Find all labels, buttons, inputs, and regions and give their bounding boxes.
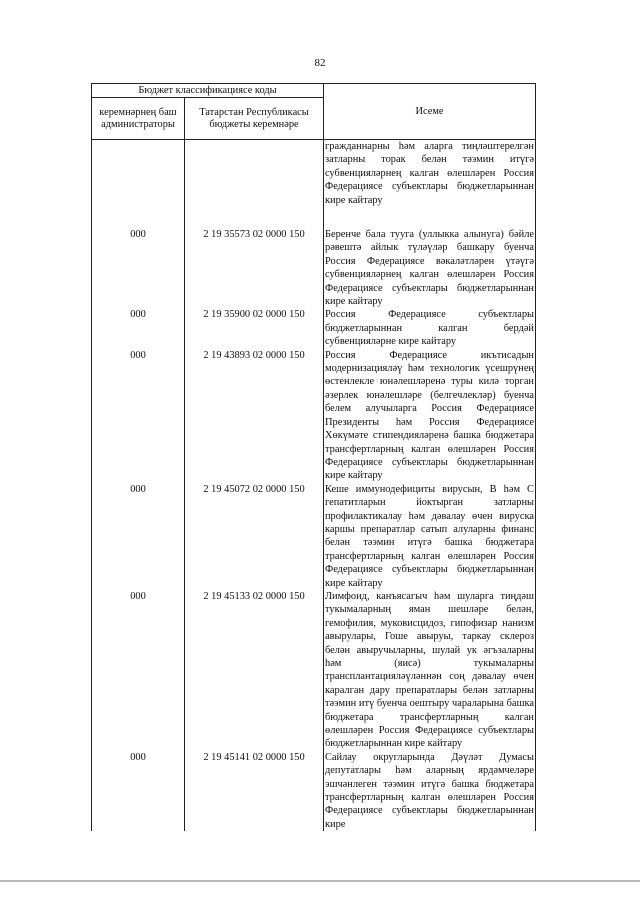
revenue-name-cell: Беренче бала тууга (уллыкка алынуга) бәйле рәвештә айлык түләүләр башкару буенча Россия Федерациясе вәкаләтләрен үтәүгә субвенцияләрнең калган өлешләрен Россия Федерациясе субъектлары бюджетларыннан кире кайтару (325, 229, 534, 308)
revenue-code-cell: 2 19 45072 02 0000 150 (185, 483, 324, 590)
table-row (92, 308, 536, 348)
table-row (92, 483, 536, 590)
revenue-code-cell: 2 19 45133 02 0000 150 (185, 590, 324, 751)
table-row (92, 590, 536, 751)
revenue-name-cell: Россия Федерациясе субъектлары бюджетларыннан калган бердәй субвенцияләрне кире кайтару (325, 309, 534, 348)
admin-code-cell: 000 (92, 308, 185, 348)
revenue-name-cell: Россия Федерациясе икътисадын модернизацияләү һәм технологик үсешрүнең өстенлекле юнәлешләренә туры килә торган әзерлек юнәлешләре (белгечлекләр) буенча белем алучыларга Россия Федерациясе Президенты һәм Россия Федерациясе Хөкүмәте стипендияләренә башка бюджетара трансфертларның калган өлешләрен Россия Федерациясе субъектлары бюджетларыннан кире кайтару (325, 349, 534, 482)
header-code: Татарстан Республикасы бюджеты керемнәре (185, 98, 324, 140)
revenue-code-cell: 2 19 35573 02 0000 150 (185, 228, 324, 308)
revenue-code-cell: 2 19 43893 02 0000 150 (185, 349, 324, 483)
header-admin: керемнәрнең баш администраторы (92, 98, 185, 140)
table-row (92, 228, 536, 308)
admin-code-cell: 000 (92, 590, 185, 751)
revenue-code-cell: 2 19 35900 02 0000 150 (185, 308, 324, 348)
admin-code-cell: 000 (92, 349, 185, 483)
table-row (92, 349, 536, 483)
continued-name-cell: гражданнарны һәм аларга тиңләштерелгән затларны торак белән тәэмин итүгә субвенцияләрнең калган өлешләрен Россия Федерациясе субъектлары бюджетларыннан кире кайтару (324, 140, 536, 229)
table-row (92, 140, 536, 229)
admin-code-cell: 000 (92, 228, 185, 308)
revenue-name-cell: Сайлау округларында Дәүләт Думасы депутатлары һәм аларның ярдәмчеләре эшчәнлеген тәэмин итүгә башка бюджетара трансфертларның калган өлешләрен Россия Федерациясе субъектлары бюджетларыннан кире (325, 751, 534, 830)
revenue-name-cell: Лимфоид, канъясагыч һәм шуларга тиңдәш тукымаларның яман шешләре белән, гемофилия, муковисцидоз, гипофизар нанизм авырулары, Гоше авыруы, таркау склероз белән авыручыларны, шулай ук әгъзаларны һәм (яисә) тукымаларны трансплантацияләүләннән соң дәвалау өчен каралган дару препаратлары белән затларны тәэмин итү буенча оештыру чараларына башка бюджетара трансфертларның калган өлешләрен Россия Федерациясе субъектлары бюджетларыннан кире кайтару (325, 590, 534, 750)
table-row (92, 751, 536, 831)
admin-code-cell: 000 (92, 751, 185, 831)
revenue-code-cell: 2 19 45141 02 0000 150 (185, 751, 324, 831)
revenue-name-cell: Кеше иммунодефициты вирусын, В һәм С гепатитларын йоктырган затларны профилактикалау һәм дәвалау өчен вируска каршы препаратлар сатып алуларны финанс белән тәэмин итүгә башка бюджетара трансфертларның калган өлешләрен Россия Федерациясе субъектлары бюджетларыннан кире кайтару (325, 483, 534, 589)
admin-code-cell: 000 (92, 483, 185, 590)
page-number: 82 (314, 57, 326, 69)
scan-border-line (0, 880, 640, 882)
header-group-title: Бюджет классификациясе коды (92, 84, 324, 98)
budget-classification-table (91, 83, 536, 831)
header-name: Исеме (324, 84, 536, 140)
